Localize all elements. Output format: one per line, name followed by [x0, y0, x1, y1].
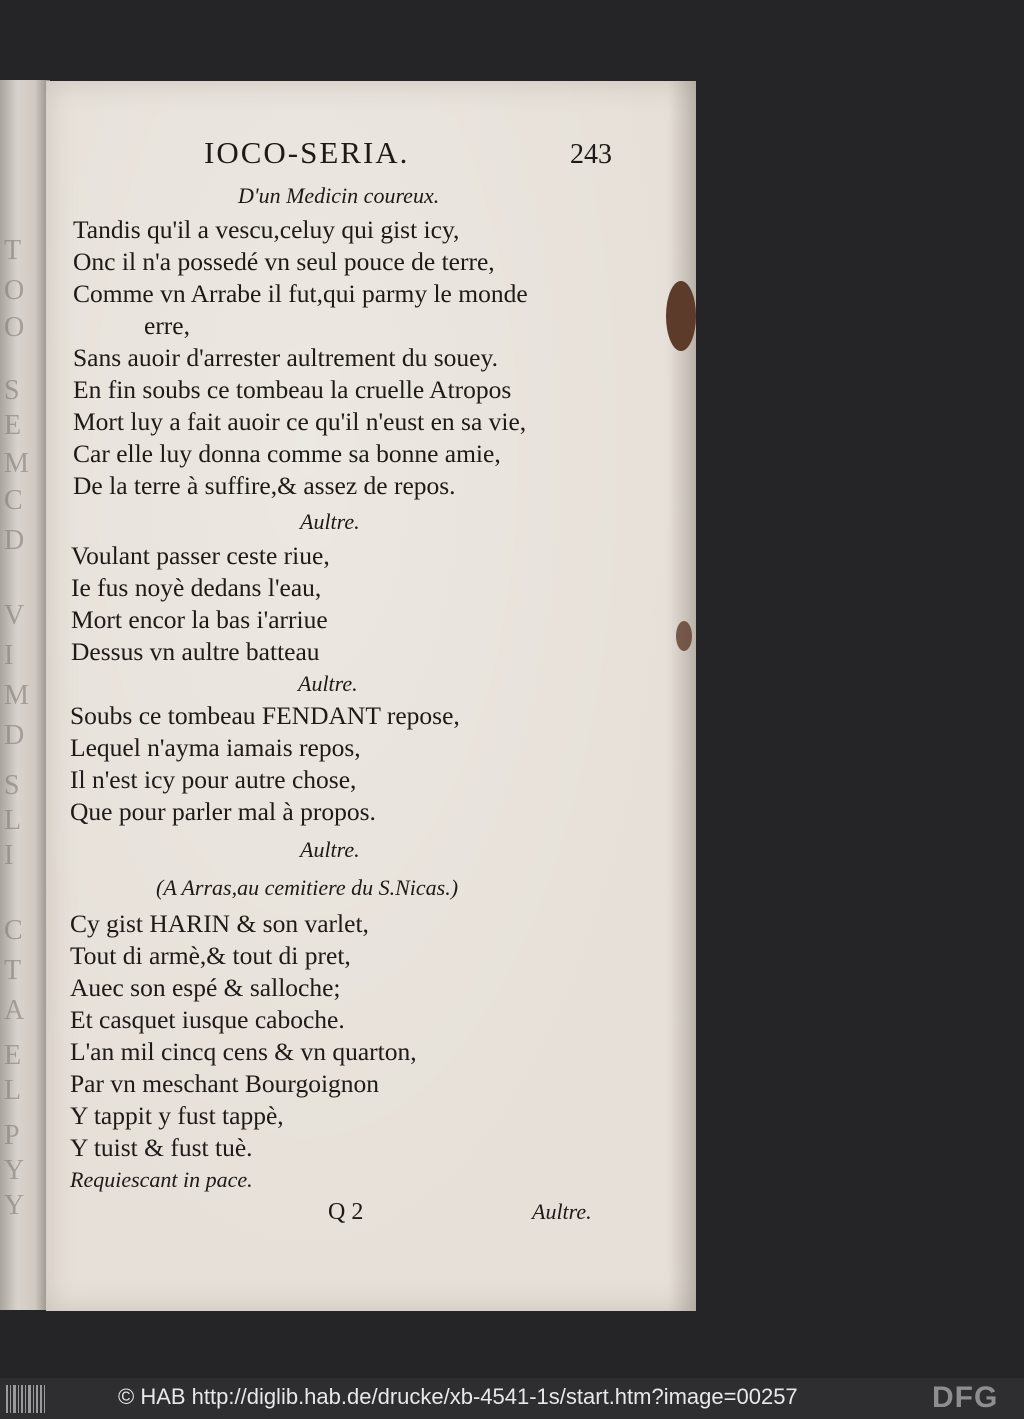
barcode-icon: [6, 1385, 46, 1413]
verse-line: En fin soubs ce tombeau la cruelle Atropos: [73, 375, 512, 404]
ink-stain: [676, 621, 692, 651]
verse-line: Soubs ce tombeau FENDANT repose,: [70, 701, 460, 730]
verse-line: Voulant passer ceste riue,: [71, 541, 330, 570]
verse-line: Y tappit y fust tappè,: [70, 1101, 284, 1130]
verse-line: Ie fus noyè dedans l'eau,: [71, 573, 322, 602]
verse-line: Y tuist & fust tuè.: [70, 1133, 253, 1162]
verse-line: Mort luy a fait auoir ce qu'il n'eust en sa vie,: [73, 407, 527, 436]
verse-line: erre,: [144, 311, 190, 340]
verse-line: Cy gist HARIN & son varlet,: [70, 909, 369, 938]
section-subtitle: (A Arras,au cemitiere du S.Nicas.): [156, 875, 459, 900]
page-number: 243: [570, 139, 612, 170]
dfg-logo: DFG: [932, 1381, 999, 1414]
section-title: D'un Medicin coureux.: [238, 183, 440, 208]
verse-line: Dessus vn aultre batteau: [71, 637, 320, 666]
ink-stain: [666, 281, 696, 351]
verse-line: Par vn meschant Bourgoignon: [70, 1069, 380, 1098]
previous-page-edge: T O O S E M C D V I M D S L I C T A E L P Y Y: [0, 80, 50, 1310]
signature-mark: Q 2: [328, 1199, 364, 1225]
verse-line: Lequel n'ayma iamais repos,: [70, 733, 361, 762]
verse-line: Tout di armè,& tout di pret,: [70, 941, 351, 970]
verse-line: De la terre à suffire,& assez de repos.: [73, 471, 456, 500]
section-title: Aultre.: [298, 671, 358, 696]
verse-line: Et casquet iusque caboche.: [70, 1005, 345, 1034]
verse-line: Car elle luy donna comme sa bonne amie,: [73, 439, 501, 468]
closing-line: Requiescant in pace.: [70, 1167, 253, 1192]
copyright-link[interactable]: © HAB http://diglib.hab.de/drucke/xb-4541-1s/start.htm?image=00257: [118, 1384, 798, 1409]
verse-line: Onc il n'a possedé vn seul pouce de terre,: [73, 247, 495, 276]
verse-line: Auec son espé & salloche;: [70, 973, 341, 1002]
book-page: [46, 81, 696, 1311]
verse-line: Mort encor la bas i'arriue: [71, 605, 328, 634]
verse-line: Comme vn Arrabe il fut,qui parmy le monde: [73, 279, 528, 308]
catchword: Aultre.: [532, 1199, 592, 1224]
running-title: IOCO-SERIA.: [204, 135, 410, 170]
verse-line: Sans auoir d'arrester aultrement du souey.: [73, 343, 498, 372]
verse-line: Il n'est icy pour autre chose,: [70, 765, 357, 794]
verse-line: Que pour parler mal à propos.: [70, 797, 376, 826]
verse-line: Tandis qu'il a vescu,celuy qui gist icy,: [73, 215, 460, 244]
section-title: Aultre.: [300, 837, 360, 862]
section-title: Aultre.: [300, 509, 360, 534]
verse-line: L'an mil cincq cens & vn quarton,: [70, 1037, 417, 1066]
